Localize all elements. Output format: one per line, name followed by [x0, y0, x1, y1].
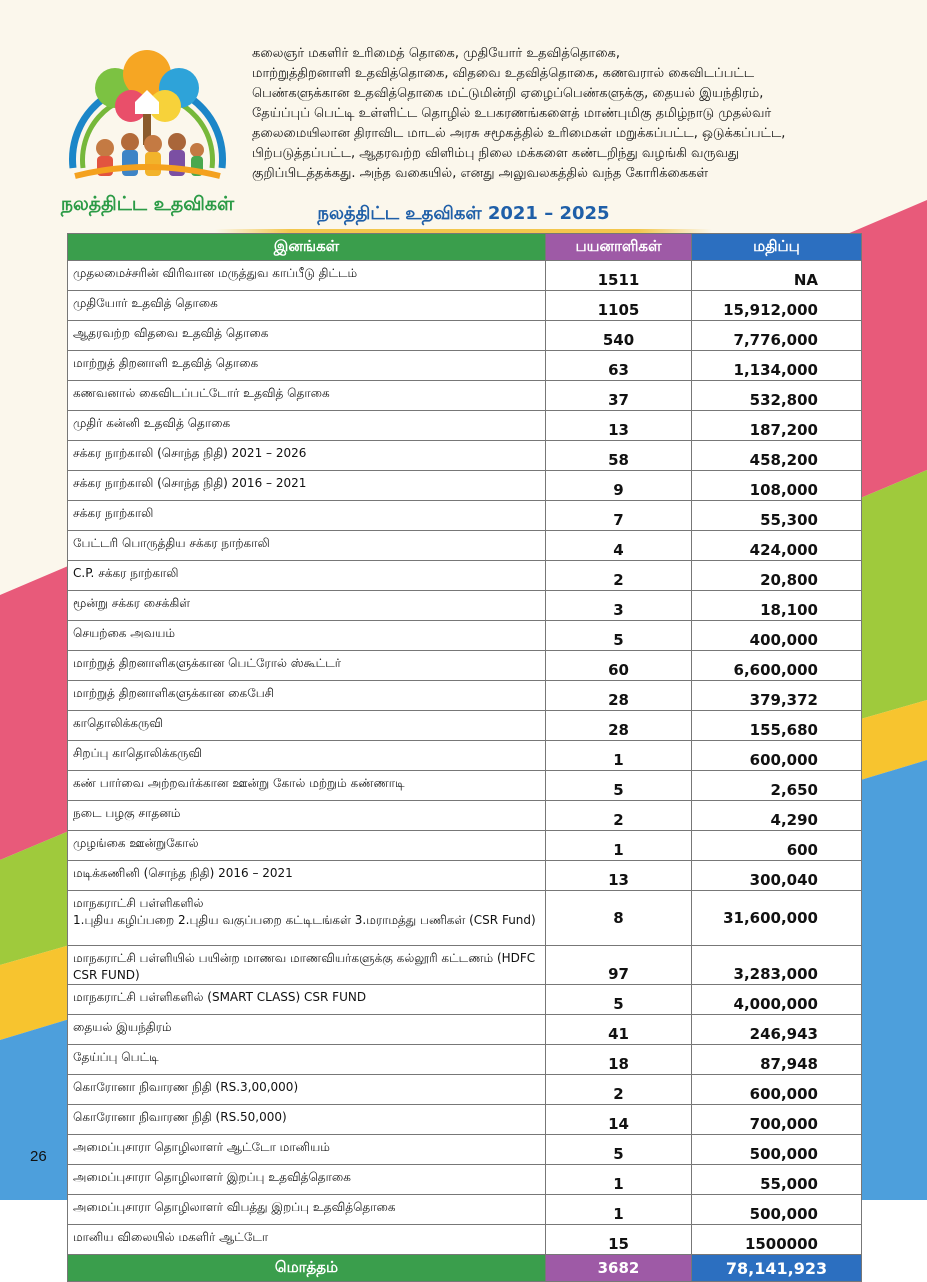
value-cell: 15,912,000: [692, 291, 862, 321]
table-row: [68, 831, 862, 861]
table-row: [68, 531, 862, 561]
table-row: [68, 411, 862, 441]
beneficiaries-cell: 37: [546, 381, 692, 411]
total-beneficiaries: 3682: [546, 1255, 692, 1282]
beneficiaries-cell: 4: [546, 531, 692, 561]
value-cell: 187,200: [692, 411, 862, 441]
item-cell: கொரோனா நிவாரண நிதி (RS.50,000): [68, 1105, 546, 1135]
value-cell: 600: [692, 831, 862, 861]
value-cell: 1500000: [692, 1225, 862, 1255]
table-row: [68, 1015, 862, 1045]
item-cell: மாநகராட்சி பள்ளிகளில் (SMART CLASS) CSR FUND: [68, 985, 546, 1015]
item-cell: மூன்று சக்கர சைக்கிள்: [68, 591, 546, 621]
value-cell: 500,000: [692, 1135, 862, 1165]
value-cell: 379,372: [692, 681, 862, 711]
value-cell: 532,800: [692, 381, 862, 411]
item-cell: ஆதரவற்ற விதவை உதவித் தொகை: [68, 321, 546, 351]
table-header-row: [68, 234, 862, 261]
item-cell: சக்கர நாற்காலி (சொந்த நிதி) 2016 – 2021: [68, 471, 546, 501]
beneficiaries-cell: 1105: [546, 291, 692, 321]
beneficiaries-cell: 8: [546, 891, 692, 946]
beneficiaries-cell: 2: [546, 1075, 692, 1105]
item-cell: முழங்கை ஊன்றுகோல்: [68, 831, 546, 861]
value-cell: 400,000: [692, 621, 862, 651]
beneficiaries-cell: 1511: [546, 261, 692, 291]
beneficiaries-cell: 28: [546, 711, 692, 741]
beneficiaries-cell: 97: [546, 946, 692, 985]
beneficiaries-cell: 15: [546, 1225, 692, 1255]
value-cell: 600,000: [692, 1075, 862, 1105]
value-cell: 3,283,000: [692, 946, 862, 985]
beneficiaries-cell: 13: [546, 861, 692, 891]
intro-line: கலைஞர் மகளிர் உரிமைத் தொகை, முதியோர் உதவித்தொகை,: [252, 46, 620, 61]
value-cell: 55,300: [692, 501, 862, 531]
beneficiaries-cell: 63: [546, 351, 692, 381]
beneficiaries-cell: 9: [546, 471, 692, 501]
item-cell: தேய்ப்பு பெட்டி: [68, 1045, 546, 1075]
item-line: 1.புதிய கழிப்பறை 2.புதிய வகுப்பறை கட்டிடங்கள் 3.மராமத்து பணிகள் (CSR Fund): [73, 913, 536, 927]
item-cell: மடிக்கணினி (சொந்த நிதி) 2016 – 2021: [68, 861, 546, 891]
table-row: [68, 681, 862, 711]
value-cell: 20,800: [692, 561, 862, 591]
intro-line: பெண்களுக்கான உதவித்தொகை மட்டுமின்றி ஏழைப்பெண்களுக்கு, தையல் இயந்திரம்,: [252, 86, 764, 101]
value-cell: 6,600,000: [692, 651, 862, 681]
table-row: [68, 1075, 862, 1105]
family-tree-icon: [55, 40, 240, 190]
table-row: [68, 1225, 862, 1255]
welfare-table: [67, 233, 862, 1282]
total-row: [68, 1255, 862, 1282]
table-row: [68, 501, 862, 531]
beneficiaries-cell: 5: [546, 985, 692, 1015]
table-row: [68, 261, 862, 291]
page-number: 26: [30, 1148, 47, 1165]
table-row: [68, 711, 862, 741]
value-cell: 108,000: [692, 471, 862, 501]
beneficiaries-cell: 3: [546, 591, 692, 621]
header-items: இனங்கள்: [68, 234, 546, 261]
table-row: [68, 441, 862, 471]
value-cell: 55,000: [692, 1165, 862, 1195]
value-cell: 700,000: [692, 1105, 862, 1135]
table-row: [68, 985, 862, 1015]
item-cell: மாற்றுத் திறனாளிகளுக்கான கைபேசி: [68, 681, 546, 711]
table-row: [68, 621, 862, 651]
item-cell: மாநகராட்சி பள்ளியில் பயின்ற மாணவ மாணவியர்களுக்கு கல்லூரி கட்டணம் (HDFC CSR FUND): [68, 946, 546, 985]
table-heading: நலத்திட்ட உதவிகள் 2021 – 2025: [317, 203, 610, 224]
beneficiaries-cell: 1: [546, 741, 692, 771]
value-cell: 500,000: [692, 1195, 862, 1225]
item-cell: முதியோர் உதவித் தொகை: [68, 291, 546, 321]
table-row: [68, 1195, 862, 1225]
beneficiaries-cell: 1: [546, 1165, 692, 1195]
table-row: [68, 351, 862, 381]
beneficiaries-cell: 28: [546, 681, 692, 711]
item-cell: பேட்டரி பொருத்திய சக்கர நாற்காலி: [68, 531, 546, 561]
item-cell: கணவனால் கைவிடப்பட்டோர் உதவித் தொகை: [68, 381, 546, 411]
value-cell: 458,200: [692, 441, 862, 471]
table-row: [68, 291, 862, 321]
value-cell: 1,134,000: [692, 351, 862, 381]
value-cell: 31,600,000: [692, 891, 862, 946]
value-cell: 424,000: [692, 531, 862, 561]
item-cell: சிறப்பு காதொலிக்கருவி: [68, 741, 546, 771]
item-line: மாநகராட்சி பள்ளிகளில்: [73, 896, 204, 910]
header-value: மதிப்பு: [692, 234, 862, 261]
item-cell: முதிர் கன்னி உதவித் தொகை: [68, 411, 546, 441]
intro-line: குறிப்பிடத்தக்கது. அந்த வகையில், எனது அலுவலகத்தில் வந்த கோரிக்கைகள்: [252, 166, 709, 181]
beneficiaries-cell: 18: [546, 1045, 692, 1075]
beneficiaries-cell: 13: [546, 411, 692, 441]
table-row: [68, 741, 862, 771]
table-row: [68, 381, 862, 411]
beneficiaries-cell: 2: [546, 561, 692, 591]
table-row: [68, 801, 862, 831]
beneficiaries-cell: 60: [546, 651, 692, 681]
item-cell: முதலமைச்சரின் விரிவான மருத்துவ காப்பீடு திட்டம்: [68, 261, 546, 291]
beneficiaries-cell: 7: [546, 501, 692, 531]
value-cell: 18,100: [692, 591, 862, 621]
value-cell: 155,680: [692, 711, 862, 741]
table-row: [68, 861, 862, 891]
beneficiaries-cell: 5: [546, 771, 692, 801]
table-row: [68, 1135, 862, 1165]
value-cell: NA: [692, 261, 862, 291]
value-cell: 4,290: [692, 801, 862, 831]
item-cell: அமைப்புசாரா தொழிலாளர் இறப்பு உதவித்தொகை: [68, 1165, 546, 1195]
beneficiaries-cell: 2: [546, 801, 692, 831]
value-cell: 87,948: [692, 1045, 862, 1075]
table-row: [68, 591, 862, 621]
item-cell: சக்கர நாற்காலி: [68, 501, 546, 531]
total-label: மொத்தம்: [68, 1255, 546, 1282]
item-cell: மாற்றுத் திறனாளி உதவித் தொகை: [68, 351, 546, 381]
item-cell: கண் பார்வை அற்றவர்க்கான ஊன்று கோல் மற்றும் கண்ணாடி: [68, 771, 546, 801]
value-cell: 246,943: [692, 1015, 862, 1045]
item-cell: நடை பழகு சாதனம்: [68, 801, 546, 831]
beneficiaries-cell: 5: [546, 1135, 692, 1165]
item-cell: கொரோனா நிவாரண நிதி (RS.3,00,000): [68, 1075, 546, 1105]
item-cell: அமைப்புசாரா தொழிலாளர் ஆட்டோ மானியம்: [68, 1135, 546, 1165]
intro-line: தலைமையிலான திராவிட மாடல் அரசு சமூகத்தில் உரிமைகள் மறுக்கப்பட்ட, ஒடுக்கப்பட்ட,: [252, 126, 786, 141]
item-cell: செயற்கை அவயம்: [68, 621, 546, 651]
table-row: [68, 1045, 862, 1075]
beneficiaries-cell: 41: [546, 1015, 692, 1045]
welfare-logo: [55, 40, 240, 215]
beneficiaries-cell: 1: [546, 831, 692, 861]
table-row: [68, 1165, 862, 1195]
value-cell: 2,650: [692, 771, 862, 801]
table-row: [68, 561, 862, 591]
item-cell: காதொலிக்கருவி: [68, 711, 546, 741]
item-cell: அமைப்புசாரா தொழிலாளர் விபத்து இறப்பு உதவித்தொகை: [68, 1195, 546, 1225]
intro-line: பிற்படுத்தப்பட்ட, ஆதரவற்ற விளிம்பு நிலை மக்களை கண்டறிந்து வழங்கி வருவது: [252, 146, 740, 161]
item-cell: சக்கர நாற்காலி (சொந்த நிதி) 2021 – 2026: [68, 441, 546, 471]
table-row: [68, 651, 862, 681]
table-row: [68, 891, 862, 946]
beneficiaries-cell: 14: [546, 1105, 692, 1135]
value-cell: 4,000,000: [692, 985, 862, 1015]
logo-caption: நலத்திட்ட உதவிகள்: [60, 193, 235, 215]
intro-paragraph: [252, 44, 864, 184]
item-cell: மாற்றுத் திறனாளிகளுக்கான பெட்ரோல் ஸ்கூட்டர்: [68, 651, 546, 681]
item-cell: தையல் இயந்திரம்: [68, 1015, 546, 1045]
table-row: [68, 946, 862, 985]
table-row: [68, 321, 862, 351]
value-cell: 300,040: [692, 861, 862, 891]
value-cell: 7,776,000: [692, 321, 862, 351]
beneficiaries-cell: 1: [546, 1195, 692, 1225]
table-row: [68, 771, 862, 801]
item-cell: மானிய விலையில் மகளிர் ஆட்டோ: [68, 1225, 546, 1255]
table-row: [68, 471, 862, 501]
table-body: [68, 261, 862, 1255]
beneficiaries-cell: 58: [546, 441, 692, 471]
value-cell: 600,000: [692, 741, 862, 771]
intro-line: தேய்ப்புப் பெட்டி உள்ளிட்ட தொழில் உபகரணங்களைத் மாண்புமிகு தமிழ்நாடு முதல்வர்: [252, 106, 772, 121]
beneficiaries-cell: 5: [546, 621, 692, 651]
intro-line: மாற்றுத்திறனாளி உதவித்தொகை, விதவை உதவித்தொகை, கணவரால் கைவிடப்பட்ட: [252, 66, 755, 81]
header-beneficiaries: பயனாளிகள்: [546, 234, 692, 261]
item-cell: [68, 891, 546, 946]
table-row: [68, 1105, 862, 1135]
item-cell: C.P. சக்கர நாற்காலி: [68, 561, 546, 591]
beneficiaries-cell: 540: [546, 321, 692, 351]
total-value: 78,141,923: [692, 1255, 862, 1282]
